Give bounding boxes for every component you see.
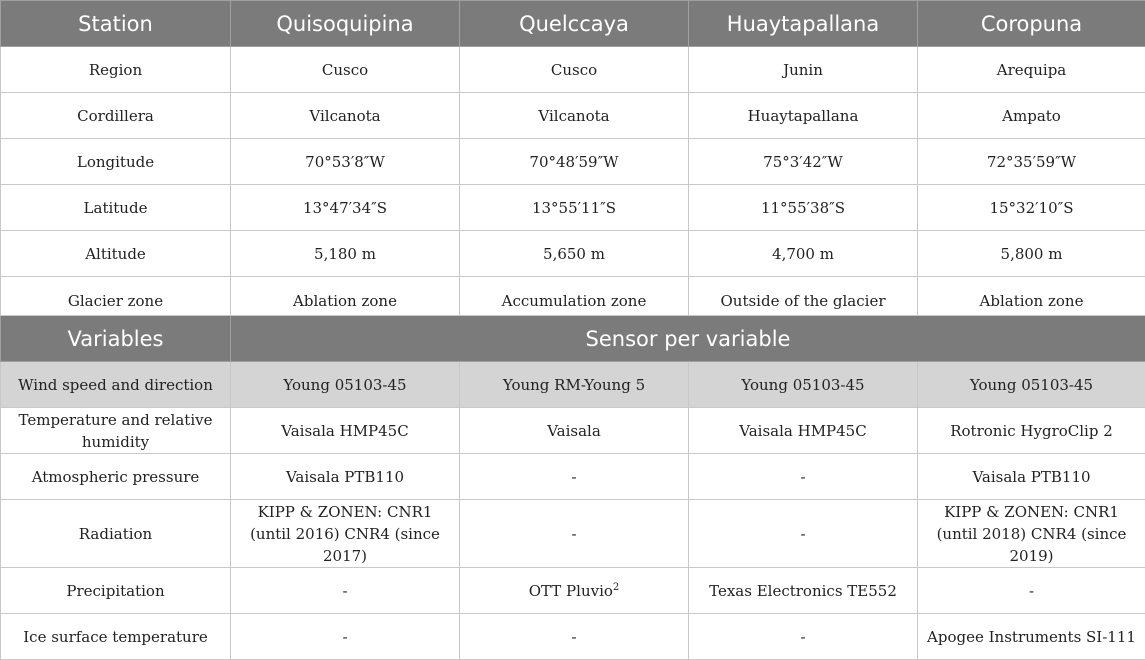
table-header-row (1, 1, 1145, 47)
table-cell: Vaisala HMP45C (689, 408, 918, 454)
row-label: Region (1, 47, 231, 93)
row-label: Radiation (1, 500, 231, 568)
table-cell: Rotronic HygroClip 2 (918, 408, 1145, 454)
header-quelccaya: Quelccaya (460, 1, 689, 47)
table-cell: Vaisala PTB110 (918, 454, 1145, 500)
pluvio-superscript: 2 (613, 582, 619, 593)
table-cell: Junin (689, 47, 918, 93)
table-row (1, 614, 1145, 660)
row-label: Wind speed and direction (1, 362, 231, 408)
table-cell: KIPP & ZONEN: CNR1 (until 2018) CNR4 (since 2019) (918, 500, 1145, 568)
table-cell: Cusco (231, 47, 460, 93)
table-cell: 5,800 m (918, 231, 1145, 277)
table-cell: 13°47′34″S (231, 185, 460, 231)
pluvio-text: OTT Pluvio (529, 582, 613, 600)
table-row (1, 277, 1145, 316)
table-row (1, 47, 1145, 93)
row-label: Precipitation (1, 568, 231, 614)
table-cell: - (689, 614, 918, 660)
row-label: Glacier zone (1, 277, 231, 316)
table-row (1, 568, 1145, 614)
table-cell: Ablation zone (918, 277, 1145, 316)
table-cell: Young 05103-45 (231, 362, 460, 408)
table-row (1, 362, 1145, 408)
table-cell: Apogee Instruments SI-111 (918, 614, 1145, 660)
table-cell: Vaisala HMP45C (231, 408, 460, 454)
table-cell: 11°55′38″S (689, 185, 918, 231)
table-cell: Accumulation zone (460, 277, 689, 316)
row-label: Temperature and relative humidity (1, 408, 231, 454)
table-cell: Young RM-Young 5 (460, 362, 689, 408)
table-row (1, 408, 1145, 454)
table-row (1, 454, 1145, 500)
table-cell: Outside of the glacier (689, 277, 918, 316)
table-cell: KIPP & ZONEN: CNR1 (until 2016) CNR4 (since 2017) (231, 500, 460, 568)
row-label: Atmospheric pressure (1, 454, 231, 500)
row-label: Longitude (1, 139, 231, 185)
header-variables: Variables (1, 316, 231, 362)
table-cell: 75°3′42″W (689, 139, 918, 185)
row-label: Cordillera (1, 93, 231, 139)
table-cell: Vaisala (460, 408, 689, 454)
table-cell: - (460, 500, 689, 568)
table-cell: - (689, 454, 918, 500)
table-cell: - (460, 454, 689, 500)
table-header-row (1, 316, 1145, 362)
table-cell: Texas Electronics TE552 (689, 568, 918, 614)
table-cell: - (918, 568, 1145, 614)
table-row (1, 185, 1145, 231)
header-huaytapallana: Huaytapallana (689, 1, 918, 47)
header-coropuna: Coropuna (918, 1, 1145, 47)
table-cell: 5,180 m (231, 231, 460, 277)
table-cell: Arequipa (918, 47, 1145, 93)
header-station: Station (1, 1, 231, 47)
table-cell (460, 568, 689, 614)
table-cell: Vaisala PTB110 (231, 454, 460, 500)
row-label: Ice surface temperature (1, 614, 231, 660)
table-cell: Vilcanota (460, 93, 689, 139)
row-label: Altitude (1, 231, 231, 277)
table-cell: Vilcanota (231, 93, 460, 139)
row-label: Latitude (1, 185, 231, 231)
table-cell: 13°55′11″S (460, 185, 689, 231)
table-cell: - (460, 614, 689, 660)
table-cell: - (231, 614, 460, 660)
table-cell: 15°32′10″S (918, 185, 1145, 231)
table-cell: 5,650 m (460, 231, 689, 277)
table-cell: Ampato (918, 93, 1145, 139)
table-cell: Huaytapallana (689, 93, 918, 139)
table-cell: 4,700 m (689, 231, 918, 277)
table-cell: 72°35′59″W (918, 139, 1145, 185)
header-sensor-per-variable: Sensor per variable (231, 316, 1145, 362)
table-row (1, 500, 1145, 568)
table-cell: - (231, 568, 460, 614)
table-row (1, 139, 1145, 185)
table-cell: 70°48′59″W (460, 139, 689, 185)
table-cell: Ablation zone (231, 277, 460, 316)
table-cell: - (689, 500, 918, 568)
table-cell: Young 05103-45 (918, 362, 1145, 408)
table-row (1, 231, 1145, 277)
table-cell: Young 05103-45 (689, 362, 918, 408)
table-cell: 70°53′8″W (231, 139, 460, 185)
table-cell: Cusco (460, 47, 689, 93)
table-row (1, 93, 1145, 139)
header-quisoquipina: Quisoquipina (231, 1, 460, 47)
